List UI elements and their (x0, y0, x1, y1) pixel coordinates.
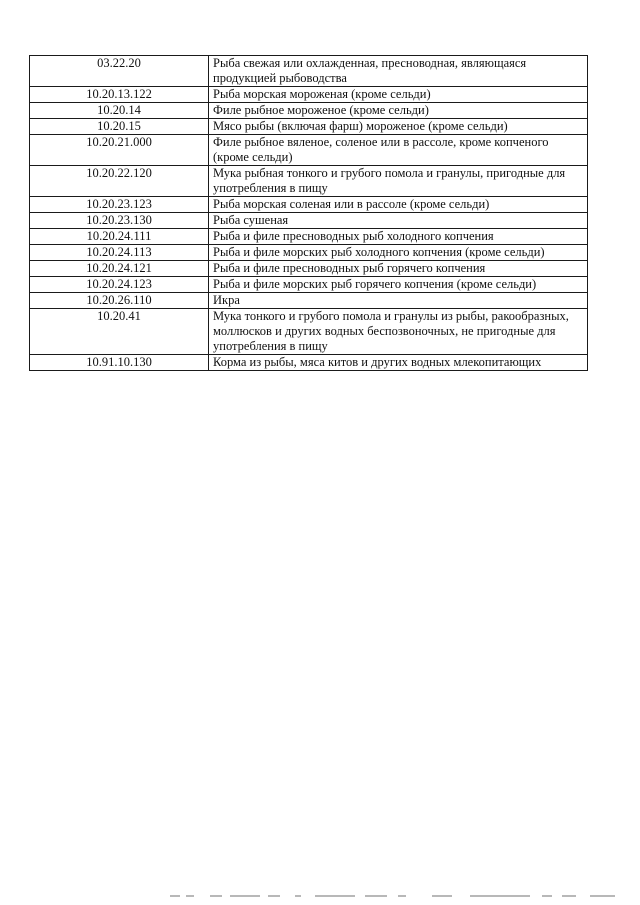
table-row (30, 229, 588, 245)
code-cell: 10.20.22.120 (30, 166, 209, 197)
table-row (30, 355, 588, 371)
table-row (30, 56, 588, 87)
description-cell: Филе рыбное вяленое, соленое или в рассоле, кроме копченого (кроме сельди) (209, 135, 588, 166)
table-row (30, 103, 588, 119)
description-cell: Рыба и филе морских рыб горячего копчения (кроме сельди) (209, 277, 588, 293)
code-cell: 10.20.23.130 (30, 213, 209, 229)
code-cell: 10.20.14 (30, 103, 209, 119)
product-code-table (29, 55, 588, 371)
code-cell: 10.20.41 (30, 309, 209, 355)
description-cell: Рыба морская мороженая (кроме сельди) (209, 87, 588, 103)
table-row (30, 293, 588, 309)
description-cell: Икра (209, 293, 588, 309)
table-row (30, 213, 588, 229)
table-row (30, 119, 588, 135)
code-cell: 10.20.24.121 (30, 261, 209, 277)
code-cell: 10.20.21.000 (30, 135, 209, 166)
description-cell: Рыба и филе пресноводных рыб горячего копчения (209, 261, 588, 277)
code-cell: 10.20.13.122 (30, 87, 209, 103)
table-row (30, 261, 588, 277)
description-cell: Рыба свежая или охлажденная, пресноводная, являющаяся продукцией рыбоводства (209, 56, 588, 87)
description-cell: Мука тонкого и грубого помола и гранулы из рыбы, ракообразных, моллюсков и других водных беспозвоночных, не пригодные для употребления в пищу (209, 309, 588, 355)
table-row (30, 135, 588, 166)
description-cell: Мука рыбная тонкого и грубого помола и гранулы, пригодные для употребления в пищу (209, 166, 588, 197)
table-row (30, 245, 588, 261)
description-cell: Рыба и филе пресноводных рыб холодного копчения (209, 229, 588, 245)
scan-artifact (170, 893, 620, 899)
code-cell: 10.20.26.110 (30, 293, 209, 309)
description-cell: Рыба морская соленая или в рассоле (кроме сельди) (209, 197, 588, 213)
code-cell: 10.20.23.123 (30, 197, 209, 213)
code-cell: 03.22.20 (30, 56, 209, 87)
table-row (30, 309, 588, 355)
code-cell: 10.20.15 (30, 119, 209, 135)
code-cell: 10.20.24.113 (30, 245, 209, 261)
description-cell: Корма из рыбы, мяса китов и других водных млекопитающих (209, 355, 588, 371)
code-cell: 10.20.24.123 (30, 277, 209, 293)
code-cell: 10.91.10.130 (30, 355, 209, 371)
code-cell: 10.20.24.111 (30, 229, 209, 245)
table-row (30, 277, 588, 293)
description-cell: Мясо рыбы (включая фарш) мороженое (кроме сельди) (209, 119, 588, 135)
description-cell: Рыба сушеная (209, 213, 588, 229)
table-row (30, 87, 588, 103)
table-row (30, 197, 588, 213)
description-cell: Рыба и филе морских рыб холодного копчения (кроме сельди) (209, 245, 588, 261)
table-row (30, 166, 588, 197)
description-cell: Филе рыбное мороженое (кроме сельди) (209, 103, 588, 119)
